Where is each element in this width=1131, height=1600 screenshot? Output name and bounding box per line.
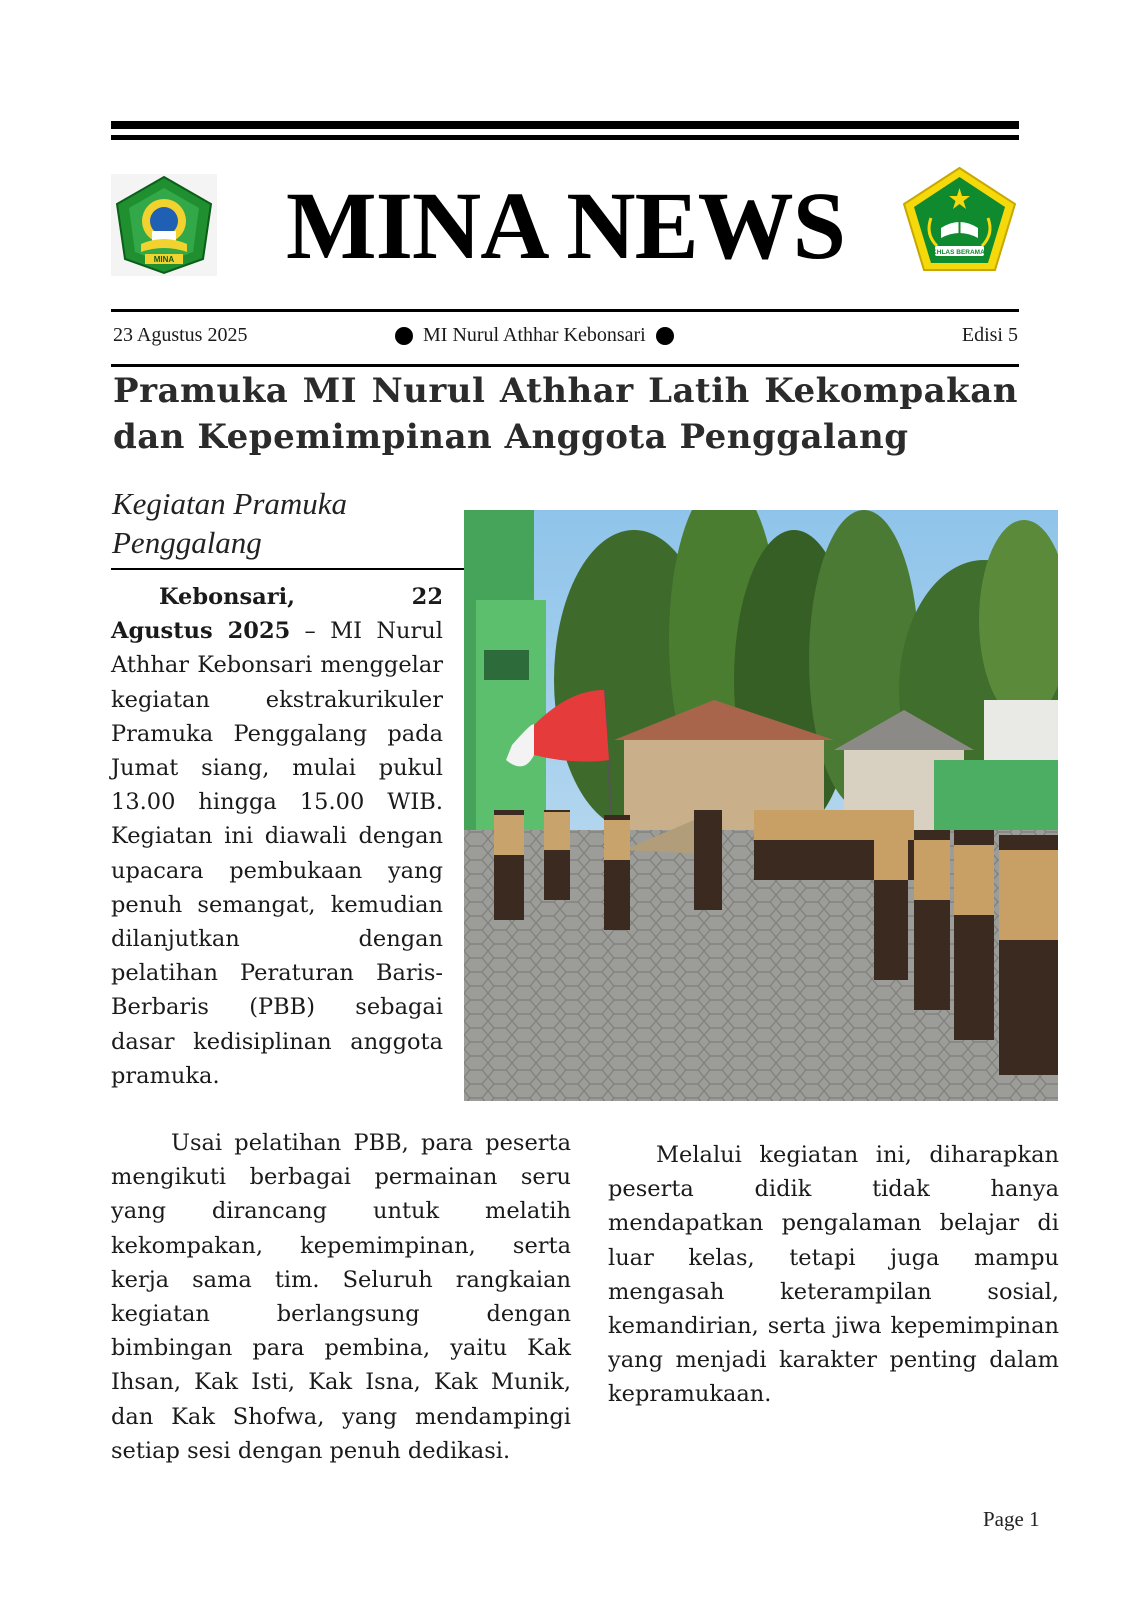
masthead-top-rule-thin — [111, 135, 1019, 140]
madrasah-crest-logo — [111, 174, 217, 276]
school-name-line — [395, 322, 674, 348]
article-subheadline: Kegiatan Pramuka Penggalang — [112, 486, 348, 560]
masthead-title: MINA NEWS — [285, 172, 846, 279]
left-logo-text: MINA — [153, 255, 175, 264]
right-logo-text: IKHLAS BERAMAL — [930, 249, 989, 256]
issue-date: 23 Agustus 2025 — [113, 324, 248, 346]
edition-number: Edisi 5 — [961, 324, 1018, 346]
masthead-top-rule-thick — [111, 121, 1019, 129]
page-number: Page 1 — [983, 1507, 1040, 1531]
scout-activity-photo — [464, 510, 1058, 1101]
article-dateline: Kebonsari, 22 Agustus 2025 — [111, 584, 443, 645]
ministry-of-religious-affairs-emblem — [901, 166, 1018, 274]
meta-bottom-rule — [111, 364, 1019, 367]
school-name: MI Nurul Athhar Kebonsari — [423, 324, 646, 346]
meta-top-rule — [111, 309, 1019, 312]
article-paragraph-3: Melalui kegiatan ini, diharapkan peserta didik tidak hanya mendapatkan pengalaman belajar di luar kelas, tetapi juga mampu mengasah keterampilan sosial, kemandirian, serta jiwa kepemimpinan yang menjadi karakter penting dalam kepramukaan. — [608, 1142, 1059, 1408]
subheadline-rule — [111, 568, 464, 570]
bullet-dot-icon — [395, 327, 413, 345]
article-paragraph-1-text: – MI Nurul Athhar Kebonsari menggelar kegiatan ekstrakurikuler Pramuka Penggalang pada Jumat siang, mulai pukul 13.00 hingga 15.00 WIB. Kegiatan ini diawali dengan upacara pembukaan yang penuh semangat, kemudian dilanjutkan dengan pelatihan Peraturan Baris-Berbaris (PBB) sebagai dasar kedisiplinan anggota pramuka. — [111, 618, 443, 1089]
article-paragraph-2: Usai pelatihan PBB, para peserta mengikuti berbagai permainan seru yang dirancang untuk melatih kekompakan, kepemimpinan, serta kerja sama tim. Seluruh rangkaian kegiatan berlangsung dengan bimbingan para pembina, yaitu Kak Ihsan, Kak Isti, Kak Isna, Kak Munik, dan Kak Shofwa, yang mendampingi setiap sesi dengan penuh dedikasi. — [111, 1130, 571, 1464]
article-paragraph-1 — [111, 580, 443, 1093]
article-headline: Pramuka MI Nurul Athhar Latih Kekompakan dan Kepemimpinan Anggota Penggalang — [113, 371, 1018, 457]
bullet-dot-icon — [656, 327, 674, 345]
